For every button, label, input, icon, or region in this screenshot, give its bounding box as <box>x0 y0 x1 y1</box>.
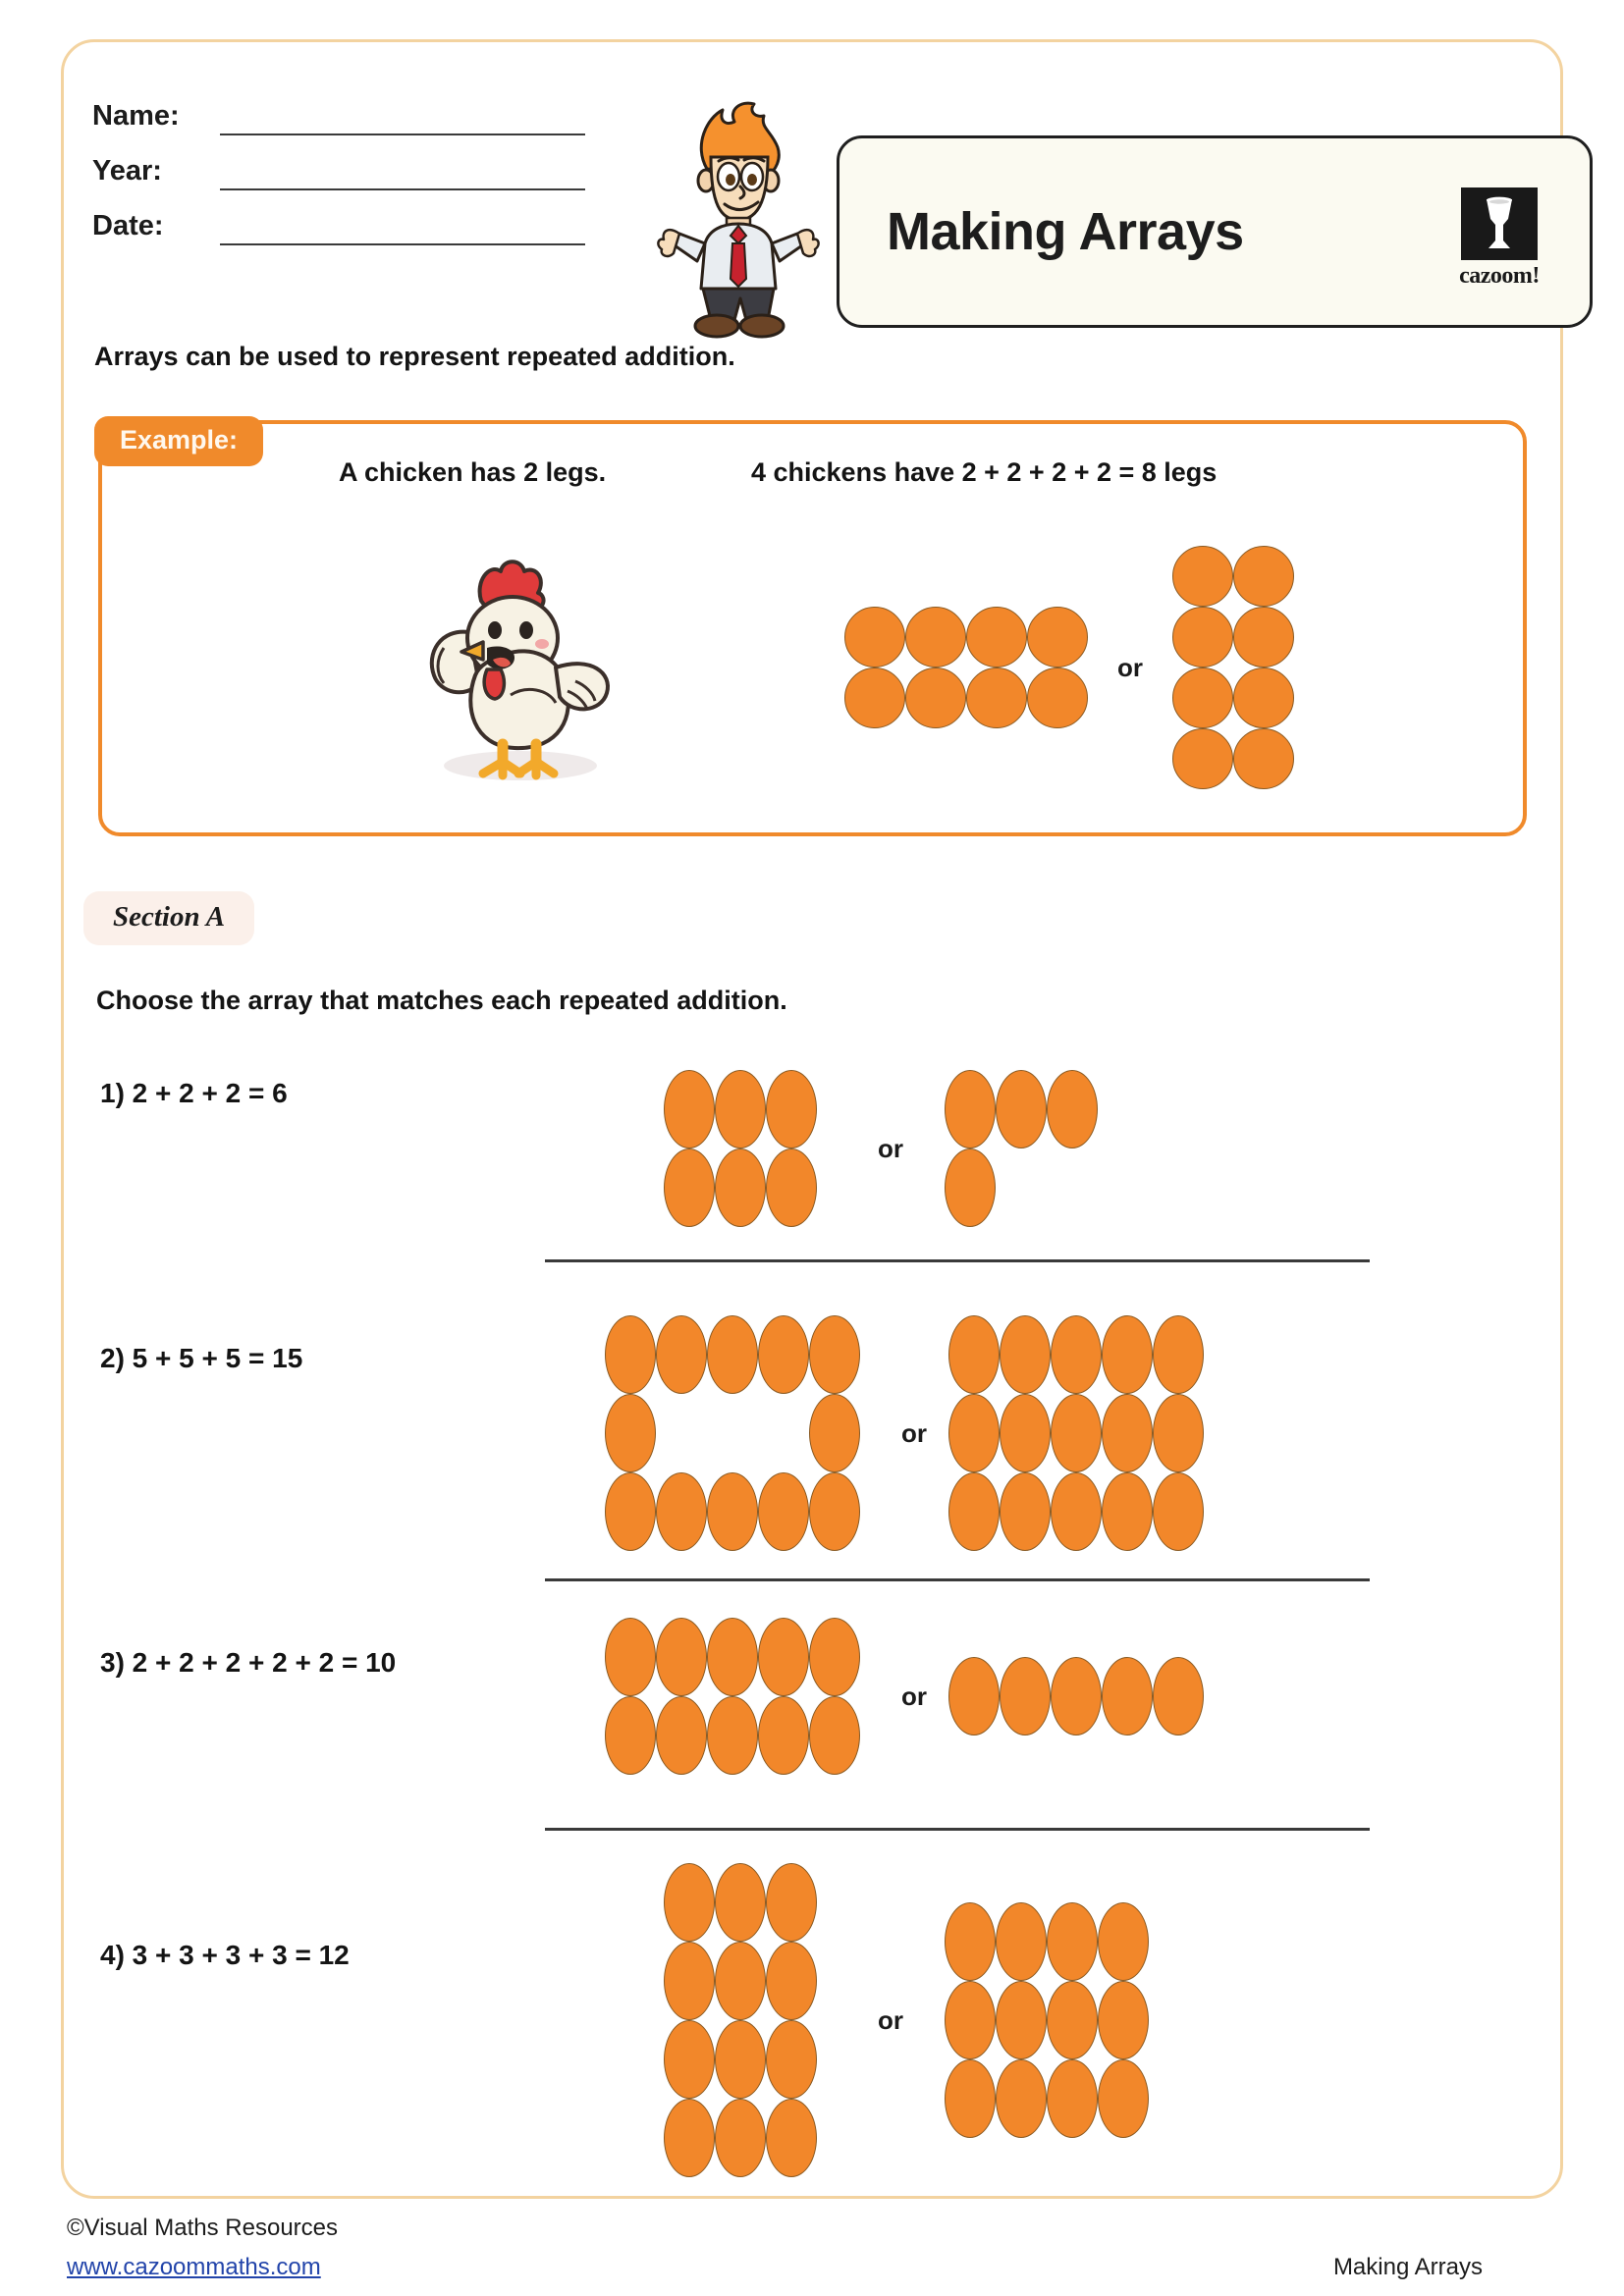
dot-grid-row <box>948 1472 1204 1551</box>
array-dot <box>707 1472 758 1551</box>
dot-grid <box>945 1902 1149 2138</box>
array-dot <box>945 1902 996 1981</box>
question-divider <box>545 1259 1370 1262</box>
worksheet-header <box>61 59 1563 304</box>
intro-text: Arrays can be used to represent repeated addition. <box>94 342 735 371</box>
array-dot <box>844 607 905 667</box>
dot-grid <box>945 1070 1098 1227</box>
array-dot <box>1172 546 1233 607</box>
array-dot <box>605 1696 656 1775</box>
array-dot <box>1102 1394 1153 1472</box>
array-dot <box>844 667 905 728</box>
dot-grid-row <box>664 2020 817 2099</box>
array-dot <box>766 1942 817 2020</box>
array-dot <box>707 1618 758 1696</box>
array-dot <box>766 1148 817 1227</box>
dot-grid-row <box>605 1696 860 1775</box>
student-info-block <box>92 80 603 245</box>
question-left-array-option[interactable] <box>644 1070 837 1227</box>
array-dot <box>664 1863 715 1942</box>
dot-grid-row <box>1172 546 1294 607</box>
array-dot <box>1172 728 1233 789</box>
dot-grid <box>605 1315 860 1551</box>
array-dot <box>656 1618 707 1696</box>
question-left-array-option[interactable] <box>585 1618 880 1775</box>
cartoon-teacher-icon <box>650 96 827 342</box>
question-arrays <box>644 1863 1547 2177</box>
array-dot <box>1000 1472 1051 1551</box>
array-dot <box>1153 1315 1204 1394</box>
example-right-array[interactable] <box>1172 546 1294 789</box>
array-dot <box>948 1657 1000 1735</box>
question-or-label: or <box>878 2004 903 2035</box>
array-dot <box>1153 1472 1204 1551</box>
name-label: Name: <box>92 100 180 132</box>
example-chicken-text: A chicken has 2 legs. <box>339 457 607 487</box>
dot-grid-row <box>945 1981 1149 2059</box>
question-expression: 1) 2 + 2 + 2 = 6 <box>100 1078 288 1108</box>
dot-grid-row <box>948 1657 1204 1735</box>
sheet-name-text: Making Arrays <box>1332 2254 1483 2280</box>
array-dot <box>664 1942 715 2020</box>
array-dot <box>996 1070 1047 1148</box>
array-dot <box>664 2099 715 2177</box>
name-field-row <box>92 80 603 135</box>
array-dot <box>766 1863 817 1942</box>
array-dot <box>809 1696 860 1775</box>
array-dot <box>1233 667 1294 728</box>
array-dot <box>1153 1657 1204 1735</box>
array-dot <box>945 1070 996 1148</box>
question-divider <box>545 1578 1370 1581</box>
cazoom-cup-logo-icon <box>1461 187 1538 260</box>
array-dot <box>656 1315 707 1394</box>
question-right-array-option[interactable] <box>945 1902 1149 2138</box>
array-dot-empty <box>996 1148 1047 1227</box>
dot-grid <box>664 1863 817 2177</box>
array-dot <box>715 1070 766 1148</box>
question-expression: 3) 2 + 2 + 2 + 2 + 2 = 10 <box>100 1647 397 1678</box>
array-dot <box>1047 1070 1098 1148</box>
dot-grid-row <box>664 1148 817 1227</box>
array-dot <box>996 1902 1047 1981</box>
year-label: Year: <box>92 155 162 187</box>
question-divider <box>545 1828 1370 1831</box>
array-dot <box>715 1942 766 2020</box>
dot-grid <box>948 1315 1204 1551</box>
array-dot <box>715 1863 766 1942</box>
array-dot <box>605 1472 656 1551</box>
array-dot <box>1000 1394 1051 1472</box>
array-dot <box>758 1696 809 1775</box>
dot-grid-row <box>664 1070 817 1148</box>
array-dot <box>1051 1315 1102 1394</box>
dot-grid <box>664 1070 817 1227</box>
question-right-array-option[interactable] <box>948 1315 1204 1551</box>
array-dot <box>766 2099 817 2177</box>
example-sum-text: 4 chickens have 2 + 2 + 2 + 2 = 8 legs <box>751 457 1218 487</box>
array-dot <box>707 1315 758 1394</box>
array-dot <box>905 607 966 667</box>
array-dot <box>664 1148 715 1227</box>
date-field-row <box>92 190 603 245</box>
date-input-line[interactable] <box>220 210 585 245</box>
example-left-array[interactable] <box>844 607 1088 728</box>
array-dot-empty <box>758 1394 809 1472</box>
array-dot <box>809 1618 860 1696</box>
array-dot-empty <box>656 1394 707 1472</box>
array-dot <box>809 1315 860 1394</box>
dot-grid-row <box>1172 728 1294 789</box>
array-dot <box>966 607 1027 667</box>
dot-grid-row <box>948 1315 1204 1394</box>
array-dot <box>1098 1981 1149 2059</box>
array-dot <box>715 1148 766 1227</box>
section-badge: Section A <box>83 891 254 945</box>
title-box <box>837 135 1593 328</box>
dot-grid <box>844 607 1088 728</box>
year-field-row <box>92 135 603 190</box>
question-right-array-option[interactable] <box>948 1657 1204 1735</box>
array-dot <box>605 1394 656 1472</box>
dot-grid-row <box>605 1618 860 1696</box>
dot-grid-row <box>1172 667 1294 728</box>
question-left-array-option[interactable] <box>585 1315 880 1551</box>
array-dot <box>1000 1315 1051 1394</box>
array-dot <box>664 1070 715 1148</box>
array-dot <box>707 1696 758 1775</box>
array-dot <box>1102 1657 1153 1735</box>
array-dot <box>966 667 1027 728</box>
question-expression: 2) 5 + 5 + 5 = 15 <box>100 1343 303 1373</box>
array-dot <box>945 1148 996 1227</box>
array-dot <box>809 1394 860 1472</box>
dot-grid <box>605 1618 860 1775</box>
dot-grid-row <box>945 1902 1149 1981</box>
dot-grid <box>1172 546 1294 789</box>
section-prompt: Choose the array that matches each repeated addition. <box>96 986 787 1015</box>
question-or-label: or <box>901 1681 927 1711</box>
array-dot <box>1027 667 1088 728</box>
array-dot <box>1047 1902 1098 1981</box>
date-label: Date: <box>92 210 164 241</box>
array-dot <box>656 1472 707 1551</box>
chicken-illustration-icon <box>393 538 648 793</box>
question-arrays <box>585 1315 1489 1551</box>
array-dot <box>809 1472 860 1551</box>
dot-grid-row <box>844 607 1088 667</box>
array-dot <box>605 1618 656 1696</box>
array-dot <box>948 1472 1000 1551</box>
name-input-line[interactable] <box>220 100 585 135</box>
example-arrays <box>844 555 1473 780</box>
question-arrays <box>585 1618 1489 1775</box>
array-dot <box>1102 1315 1153 1394</box>
page-title: Making Arrays <box>887 202 1244 261</box>
question-expression: 4) 3 + 3 + 3 + 3 = 12 <box>100 1940 350 1970</box>
array-dot-empty <box>1047 1148 1098 1227</box>
question-right-array-option[interactable] <box>945 1070 1098 1227</box>
array-dot <box>758 1315 809 1394</box>
array-dot <box>905 667 966 728</box>
dot-grid-row <box>605 1472 860 1551</box>
array-dot <box>766 2020 817 2099</box>
array-dot <box>1051 1394 1102 1472</box>
array-dot <box>1000 1657 1051 1735</box>
array-dot <box>1102 1472 1153 1551</box>
dot-grid-row <box>945 1070 1098 1148</box>
array-dot <box>1051 1657 1102 1735</box>
array-dot <box>766 1070 817 1148</box>
cazoom-logo <box>1448 187 1550 290</box>
dot-grid <box>948 1657 1204 1735</box>
array-dot <box>758 1472 809 1551</box>
cazoom-logo-text: cazoom! <box>1459 263 1540 289</box>
array-dot <box>945 1981 996 2059</box>
array-dot <box>948 1394 1000 1472</box>
website-link[interactable]: www.cazoommaths.com <box>67 2254 321 2280</box>
dot-grid-row <box>945 1148 1098 1227</box>
dot-grid-row <box>948 1394 1204 1472</box>
array-dot <box>715 2020 766 2099</box>
example-or-label: or <box>1117 652 1143 682</box>
array-dot <box>1051 1472 1102 1551</box>
array-dot <box>1098 1902 1149 1981</box>
question-arrays <box>644 1070 1547 1227</box>
dot-grid-row <box>605 1315 860 1394</box>
dot-grid-row <box>945 2059 1149 2138</box>
array-dot <box>1233 607 1294 667</box>
dot-grid-row <box>664 1863 817 1942</box>
question-or-label: or <box>901 1417 927 1448</box>
array-dot <box>1047 1981 1098 2059</box>
array-dot <box>1047 2059 1098 2138</box>
question-left-array-option[interactable] <box>644 1863 837 2177</box>
array-dot <box>1153 1394 1204 1472</box>
year-input-line[interactable] <box>220 155 585 190</box>
array-dot <box>945 2059 996 2138</box>
array-dot <box>758 1618 809 1696</box>
dot-grid-row <box>605 1394 860 1472</box>
dot-grid-row <box>1172 607 1294 667</box>
array-dot <box>1172 607 1233 667</box>
array-dot <box>1098 2059 1149 2138</box>
array-dot <box>948 1315 1000 1394</box>
array-dot <box>656 1696 707 1775</box>
question-or-label: or <box>878 1133 903 1163</box>
copyright-text: ©Visual Maths Resources <box>67 2215 339 2241</box>
array-dot <box>715 2099 766 2177</box>
array-dot <box>996 2059 1047 2138</box>
array-dot <box>1027 607 1088 667</box>
dot-grid-row <box>844 667 1088 728</box>
array-dot <box>1233 546 1294 607</box>
array-dot <box>1172 667 1233 728</box>
dot-grid-row <box>664 1942 817 2020</box>
dot-grid-row <box>664 2099 817 2177</box>
array-dot <box>996 1981 1047 2059</box>
array-dot-empty <box>707 1394 758 1472</box>
example-tab-label: Example: <box>94 416 263 466</box>
array-dot <box>605 1315 656 1394</box>
array-dot <box>664 2020 715 2099</box>
array-dot <box>1233 728 1294 789</box>
